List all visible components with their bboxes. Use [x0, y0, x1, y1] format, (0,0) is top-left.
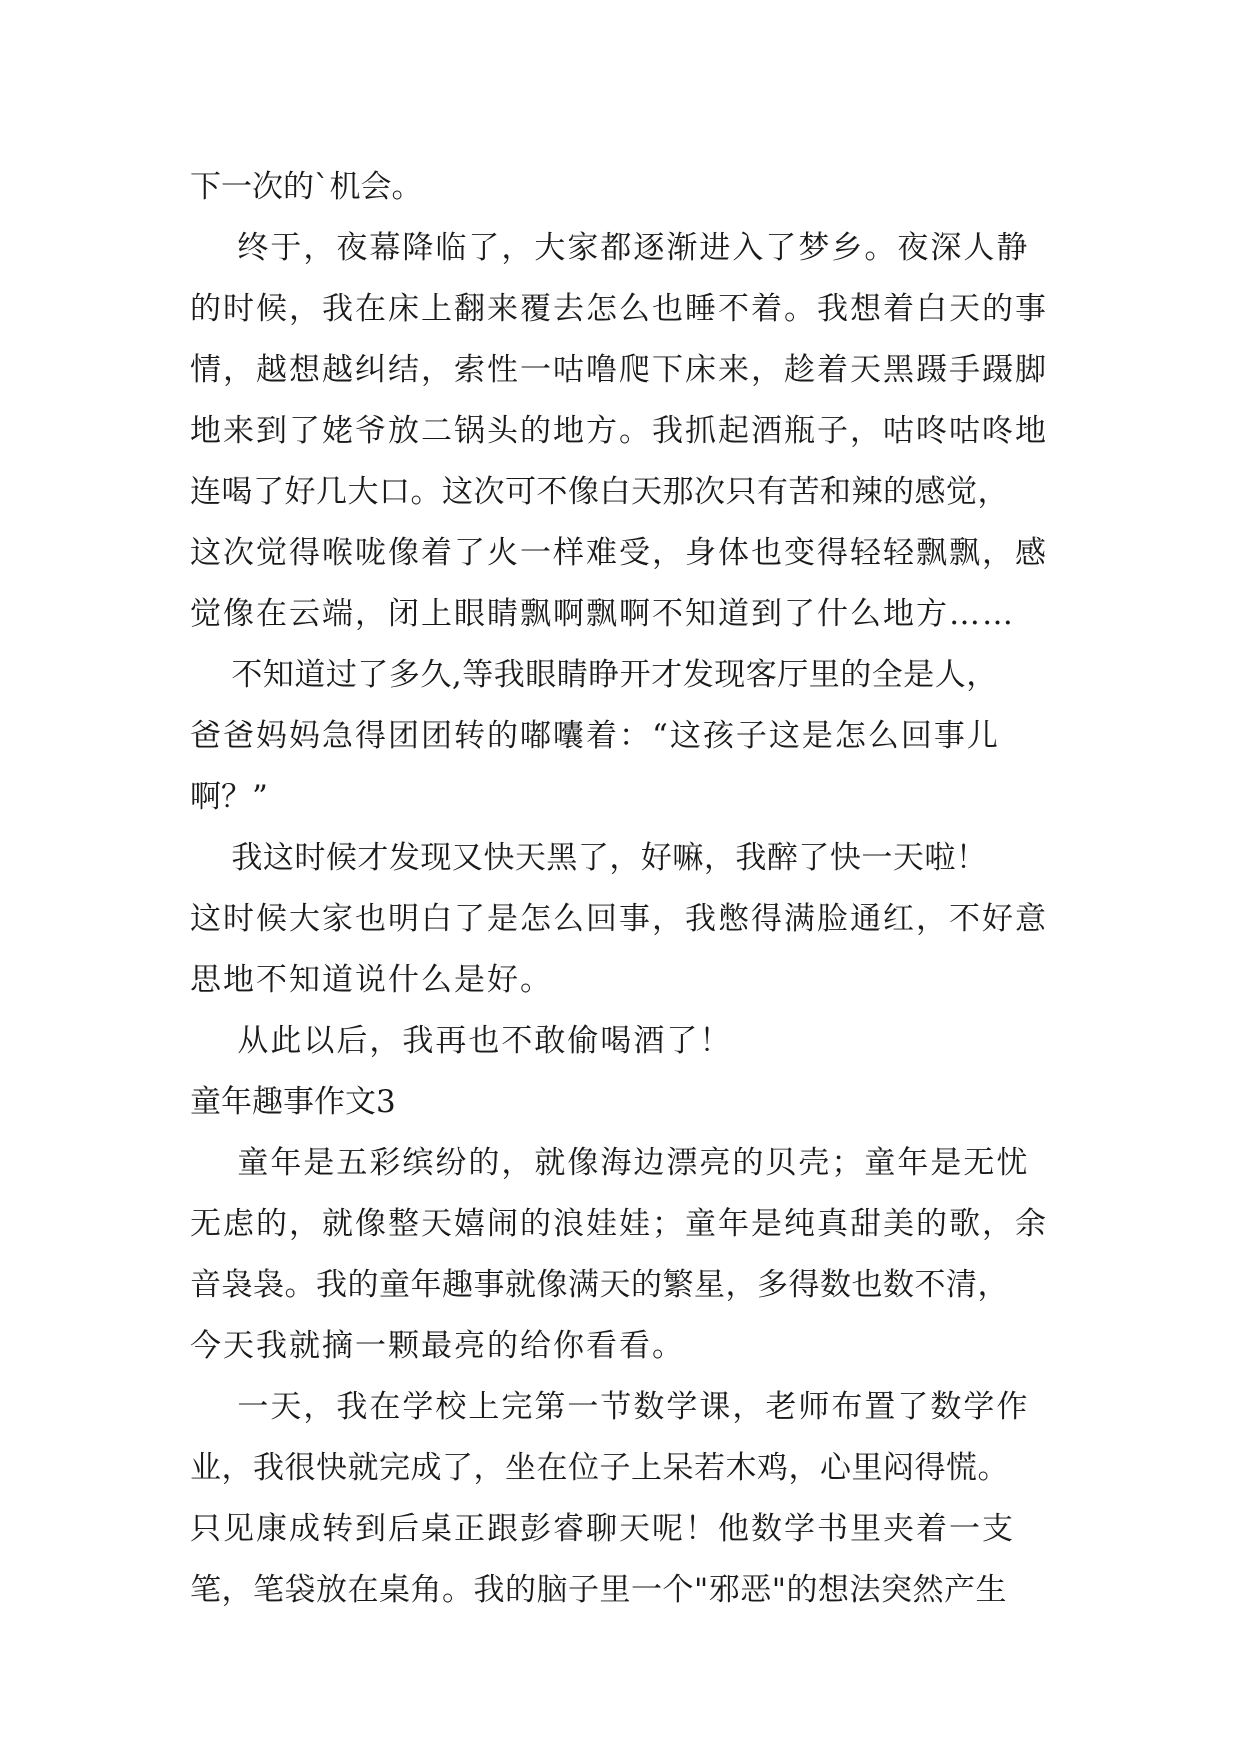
section-heading: 童年趣事作文3: [190, 1084, 396, 1120]
text-line: 童年是五彩缤纷的，就像海边漂亮的贝壳；童年是无忧: [190, 1145, 1030, 1181]
text-line: 连喝了好几大口。这次可不像白天那次只有苦和辣的感觉，: [190, 474, 1009, 510]
text-line: 今天我就摘一颗最亮的给你看看。: [190, 1328, 685, 1364]
text-line: 情，越想越纠结，索性一咕噜爬下床来，趁着天黑蹑手蹑脚: [190, 352, 1048, 388]
text-line: 我这时候才发现又快天黑了，好嘛，我醉了快一天啦！: [190, 840, 988, 876]
text-line: 一天，我在学校上完第一节数学课，老师布置了数学作: [190, 1389, 1030, 1425]
text-line: 的时候，我在床上翻来覆去怎么也睡不着。我想着白天的事: [190, 291, 1048, 327]
text-line: 思地不知道说什么是好。: [190, 962, 553, 998]
text-line: 笔，笔袋放在桌角。我的脑子里一个"邪恶"的想法突然产生: [190, 1572, 1008, 1608]
text-line: 爸爸妈妈急得团团转的嘟囔着：“这孩子这是怎么回事儿: [190, 718, 1000, 754]
text-line: 这次觉得喉咙像着了火一样难受，身体也变得轻轻飘飘，感: [190, 535, 1048, 571]
text-line: 业，我很快就完成了，坐在位子上呆若木鸡，心里闷得慌。: [190, 1450, 1009, 1486]
text-line: 不知道过了多久,等我眼睛睁开才发现客厅里的全是人，: [190, 657, 998, 693]
essay-text: [190, 157, 1070, 1621]
text-line: 无虑的，就像整天嬉闹的浪娃娃；童年是纯真甜美的歌，余: [190, 1206, 1048, 1242]
text-line: 下一次的`机会。: [190, 169, 423, 205]
text-line: 从此以后，我再也不敢偷喝酒了！: [190, 1023, 733, 1059]
text-line: 音袅袅。我的童年趣事就像满天的繁星，多得数也数不清，: [190, 1267, 1009, 1303]
text-line: 这时候大家也明白了是怎么回事，我憋得满脸通红，不好意: [190, 901, 1048, 937]
text-line: 地来到了姥爷放二锅头的地方。我抓起酒瓶子，咕咚咕咚地: [190, 413, 1048, 449]
text-line: 啊？”: [190, 779, 268, 815]
text-line: 终于，夜幕降临了，大家都逐渐进入了梦乡。夜深人静: [190, 230, 1030, 266]
text-line: 觉像在云端，闭上眼睛飘啊飘啊不知道到了什么地方……: [190, 596, 1015, 632]
text-line: 只见康成转到后桌正跟彭睿聊天呢！他数学书里夹着一支: [190, 1511, 1015, 1547]
